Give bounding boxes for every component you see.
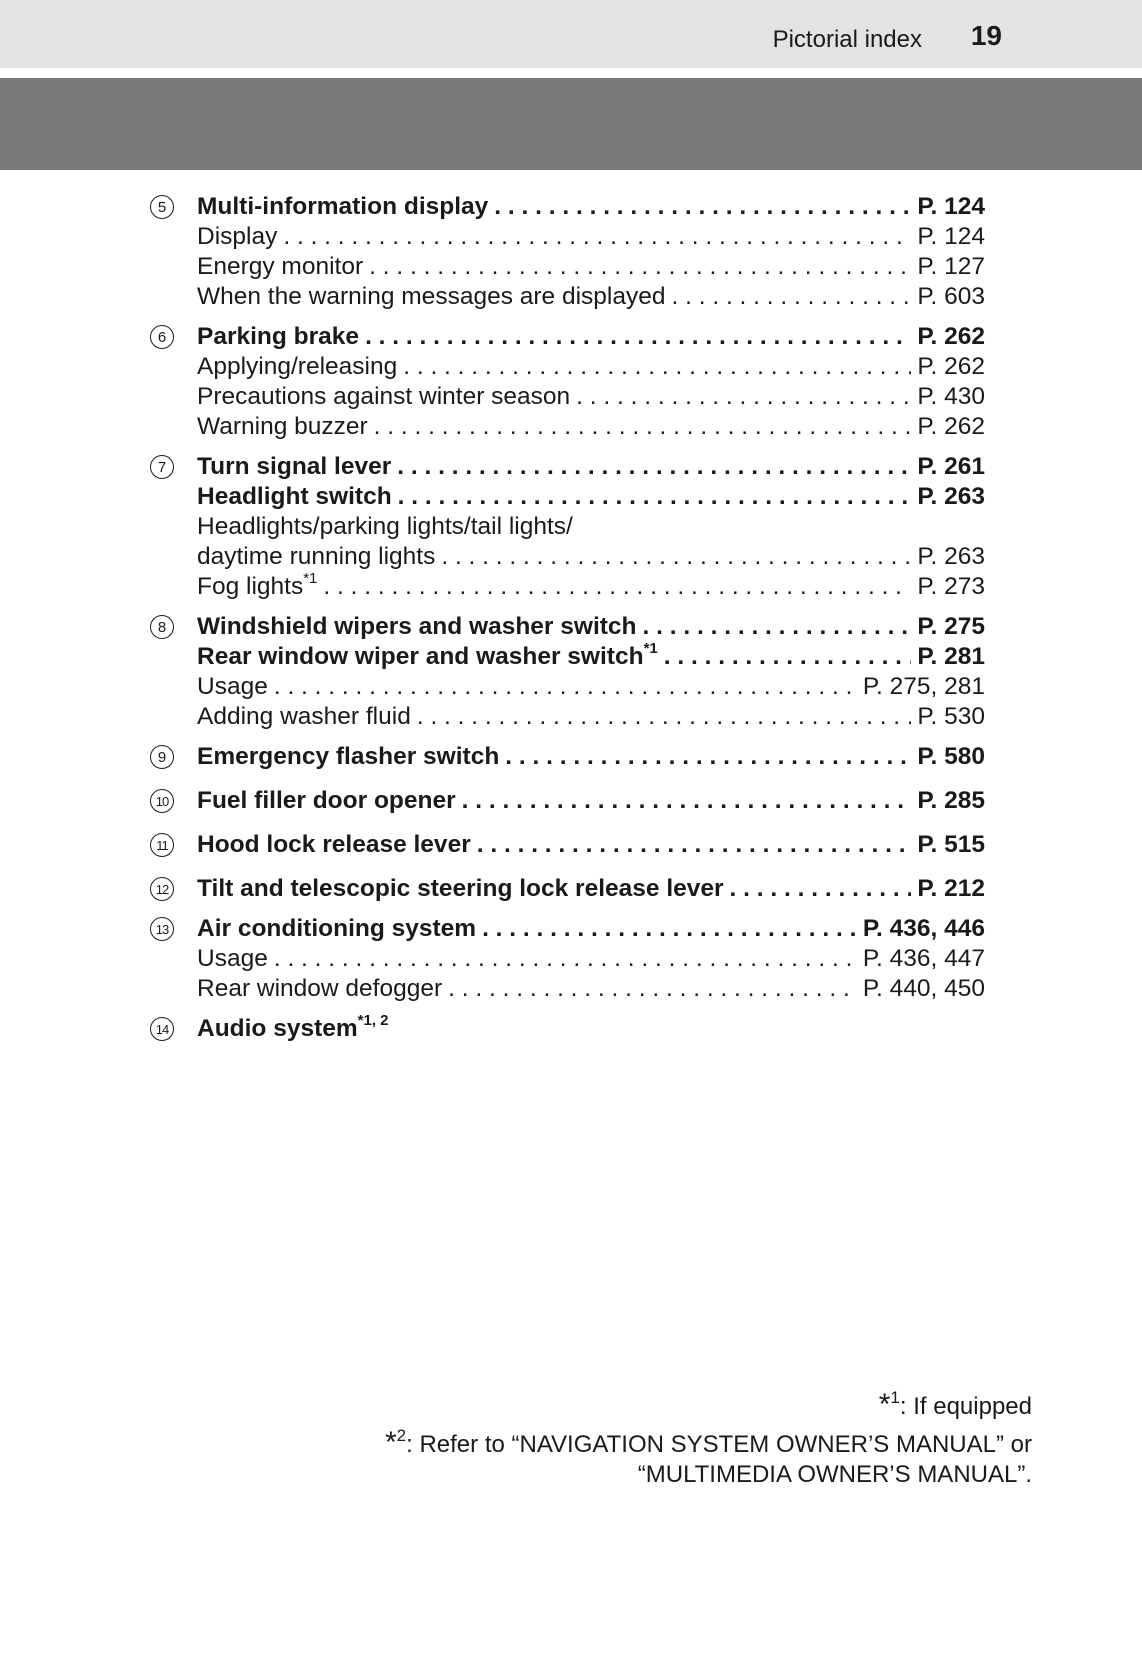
page-reference: P. 275, 281: [862, 673, 985, 700]
index-entry: [150, 914, 985, 1004]
index-main-item: [150, 452, 985, 482]
index-entry: [150, 1011, 985, 1044]
page-reference: P. 262: [917, 323, 985, 350]
item-label: [150, 569, 318, 602]
item-label: [150, 322, 359, 352]
page-header: [0, 0, 1142, 68]
item-label-text: Parking brake: [197, 323, 360, 350]
index-sub-item: [150, 672, 985, 702]
page-reference: P. 440, 450: [862, 975, 985, 1002]
index-sub-item: [150, 352, 985, 382]
page-reference: P. 124: [917, 193, 985, 220]
index-entry: [150, 742, 985, 772]
index-sub-item: [150, 412, 985, 442]
circled-number: 12: [150, 877, 174, 901]
page-reference: P. 436, 446: [862, 915, 985, 942]
page-reference: P. 273: [917, 573, 985, 600]
dot-leader: [397, 452, 911, 482]
index-main-item: [150, 830, 985, 860]
page-reference: P. 124: [917, 223, 985, 250]
index-main-item: [150, 914, 985, 944]
dot-leader: [643, 612, 912, 642]
circled-number: 10: [150, 789, 174, 813]
item-label-text: daytime running lights: [197, 543, 436, 570]
index-main-item: [150, 482, 985, 512]
footnotes: [212, 1390, 1032, 1490]
page-number: 19: [970, 20, 1002, 51]
item-label-text: Energy monitor: [197, 253, 364, 280]
page-reference: P. 530: [917, 703, 985, 730]
index-main-item: [150, 1011, 985, 1044]
item-label: [150, 352, 397, 382]
item-label-text: Air conditioning system: [197, 915, 477, 942]
item-label: [150, 282, 665, 312]
item-label-text: Multi-information display: [197, 193, 489, 220]
item-label: [150, 512, 985, 542]
page-reference: P. 285: [917, 787, 985, 814]
circled-number: 11: [150, 833, 174, 857]
circled-number: 7: [150, 455, 174, 479]
index-sub-item: [150, 569, 985, 602]
index-entry: [150, 612, 985, 732]
page-reference: P. 263: [917, 483, 985, 510]
page-reference: P. 430: [917, 383, 985, 410]
dot-leader: [374, 412, 912, 442]
item-label: [150, 192, 488, 222]
item-label: [150, 786, 456, 816]
item-label-text: Fog lights: [197, 573, 304, 600]
footnote-marker: *1, 2: [357, 1011, 389, 1029]
dot-leader: [730, 874, 912, 904]
index-sub-item: [150, 282, 985, 312]
dot-leader: [482, 914, 857, 944]
circled-number: 6: [150, 325, 174, 349]
dot-leader: [576, 382, 911, 412]
item-label: [150, 222, 277, 252]
item-label-text: Hood lock release lever: [197, 831, 471, 858]
page-reference: P. 261: [917, 453, 985, 480]
item-label-text: Applying/releasing: [197, 353, 398, 380]
item-label-text: Headlight switch: [197, 483, 392, 510]
footnote-marker: *1: [303, 569, 318, 587]
index-main-item: [150, 612, 985, 642]
item-label-text: Precautions against winter season: [197, 383, 571, 410]
dot-leader: [365, 322, 911, 352]
page-reference: P. 603: [917, 283, 985, 310]
item-label: [150, 672, 268, 702]
item-label-text: Usage: [197, 945, 268, 972]
page-reference: P. 281: [917, 643, 985, 670]
dot-leader: [494, 192, 911, 222]
index-entry: [150, 786, 985, 816]
page-reference: P. 212: [917, 875, 985, 902]
index-main-item: [150, 874, 985, 904]
index-entry: [150, 874, 985, 904]
item-label: [150, 974, 442, 1004]
item-label: [150, 702, 411, 732]
page-reference: P. 515: [917, 831, 985, 858]
page-reference: P. 262: [917, 353, 985, 380]
item-label-text: When the warning messages are displayed: [197, 283, 666, 310]
index-list: [150, 192, 985, 1044]
dot-leader: [323, 572, 911, 602]
item-label: [150, 914, 476, 944]
item-label-text: Fuel filler door opener: [197, 787, 456, 814]
item-label: [150, 412, 368, 442]
index-entry: [150, 322, 985, 442]
index-main-item: [150, 786, 985, 816]
item-label-text: Display: [197, 223, 278, 250]
item-label: [150, 1011, 389, 1044]
item-label-text: Rear window wiper and washer switch: [197, 643, 644, 670]
item-label: [150, 252, 363, 282]
item-label: [150, 874, 724, 904]
item-label-text: Rear window defogger: [197, 975, 443, 1002]
dot-leader: [417, 702, 911, 732]
circled-number: 9: [150, 745, 174, 769]
page-reference: P. 263: [917, 543, 985, 570]
dot-leader: [448, 974, 857, 1004]
circled-number: 8: [150, 615, 174, 639]
item-label: [150, 830, 471, 860]
index-sub-item: [150, 974, 985, 1004]
dot-leader: [441, 542, 911, 572]
index-sub-item: [150, 512, 985, 542]
circled-number: 5: [150, 195, 174, 219]
section-title: Pictorial index: [772, 26, 922, 53]
dot-leader: [274, 672, 857, 702]
index-entry: [150, 452, 985, 602]
index-main-item: [150, 639, 985, 672]
circled-number: 13: [150, 917, 174, 941]
dot-leader: [369, 252, 911, 282]
item-label-text: Emergency flasher switch: [197, 743, 500, 770]
item-label: [150, 542, 435, 572]
index-entry: [150, 192, 985, 312]
dot-leader: [505, 742, 911, 772]
dot-leader: [403, 352, 911, 382]
index-main-item: [150, 742, 985, 772]
index-sub-item: [150, 382, 985, 412]
item-label: [150, 639, 658, 672]
item-label-text: Headlights/parking lights/tail lights/: [197, 513, 573, 540]
item-label-text: Turn signal lever: [197, 453, 392, 480]
item-label: [150, 482, 392, 512]
dot-leader: [671, 282, 911, 312]
item-label: [150, 742, 499, 772]
item-label: [150, 944, 268, 974]
index-sub-item: [150, 702, 985, 732]
index-sub-item: [150, 542, 985, 572]
index-main-item: [150, 322, 985, 352]
dot-leader: [477, 830, 912, 860]
page-reference: P. 275: [917, 613, 985, 640]
footnote-1: *$^1$: If equipped: [878, 1388, 1032, 1421]
index-main-item: [150, 192, 985, 222]
dot-leader: [462, 786, 912, 816]
item-label: [150, 382, 570, 412]
item-label: [150, 612, 637, 642]
index-sub-item: [150, 944, 985, 974]
dot-leader: [664, 642, 912, 672]
dot-leader: [398, 482, 912, 512]
index-sub-item: [150, 222, 985, 252]
page-reference: P. 436, 447: [862, 945, 985, 972]
item-label-text: Audio system: [197, 1015, 358, 1042]
item-label-text: Adding washer fluid: [197, 703, 411, 730]
page-reference: P. 127: [917, 253, 985, 280]
dot-leader: [283, 222, 911, 252]
footnote-2: *$^2$: Refer to “NAVIGATION SYSTEM OWNER’S MANUAL” or “MULTIMEDIA OWNER’S MANUAL”.: [384, 1426, 1032, 1488]
dot-leader: [274, 944, 857, 974]
index-sub-item: [150, 252, 985, 282]
page-reference: P. 262: [917, 413, 985, 440]
item-label-text: Windshield wipers and washer switch: [197, 613, 637, 640]
circled-number: 14: [150, 1017, 174, 1041]
item-label-text: Tilt and telescopic steering lock release lever: [197, 875, 724, 902]
index-entry: [150, 830, 985, 860]
item-label: [150, 452, 391, 482]
item-label-text: Usage: [197, 673, 268, 700]
illustration-band: [0, 78, 1142, 170]
page-reference: P. 580: [917, 743, 985, 770]
item-label-text: Warning buzzer: [197, 413, 368, 440]
footnote-marker: *1: [643, 639, 658, 657]
